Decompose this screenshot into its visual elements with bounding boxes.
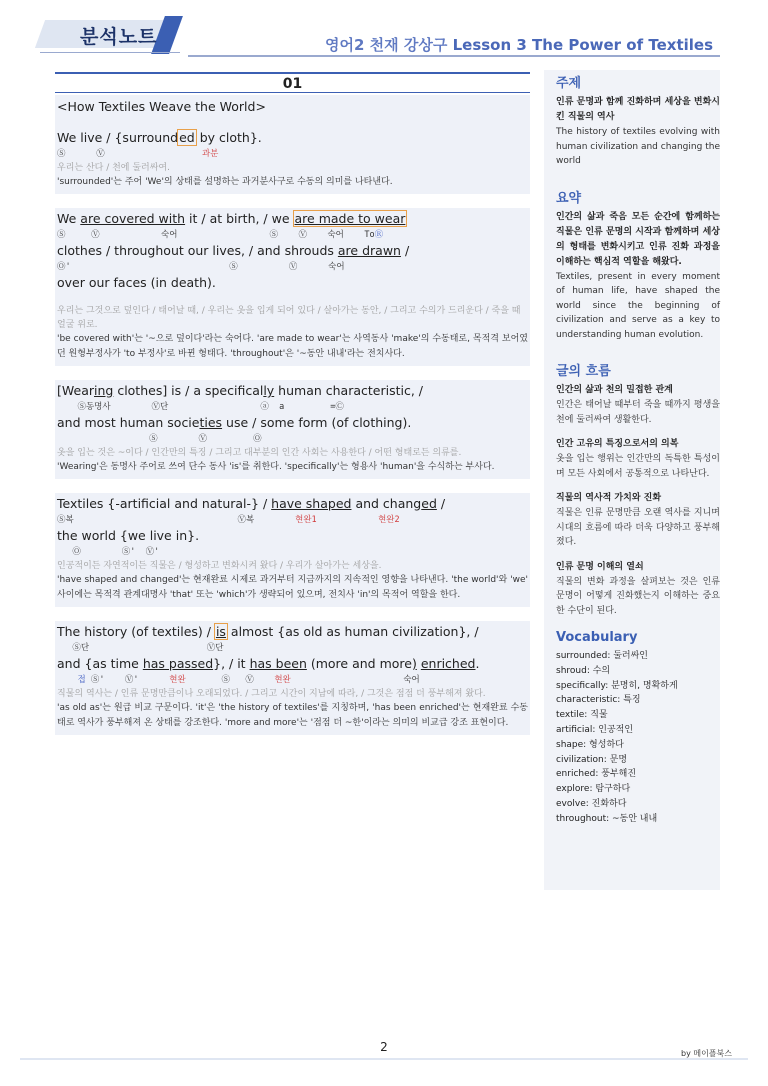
vocab-item: shroud: 수의 xyxy=(556,665,611,676)
sentence-2c: over our faces (in death). xyxy=(57,275,216,290)
flow-4-title: 인류 문명 이해의 열쇠 xyxy=(556,561,644,572)
vocab-item: explore: 탐구하다 xyxy=(556,784,631,795)
paragraph-1-explanation: 'surrounded'는 주어 'We'의 상태를 설명하는 과거분사구로 수동의 의미를 나타낸다. xyxy=(57,177,393,187)
paragraph-2-translation: 우리는 그것으로 덮인다 / 태어날 때, / 우리는 옷을 입게 되어 있다 / 살아가는 동안, / 그리고 수의가 드리운다 / 죽을 때 얼굴 위로. xyxy=(57,306,521,330)
theme-en: The history of textiles evolving with human civilization and changing the world xyxy=(556,127,720,166)
paragraph-1-translation: 우리는 산다 / 천에 둘러싸여. xyxy=(57,163,170,173)
vocab-item: artificial: 인공적인 xyxy=(556,724,634,735)
summary-en: Textiles, present in every moment of human life, have shaped the world since the beginning of civilization and serve as a key to understanding human evolution. xyxy=(556,271,720,340)
paragraph-5-explanation: 'as old as'는 원급 비교 구문이다. 'it'은 'the history of textiles'를 지칭하며, 'has been enriched'는 현재완료 수동태로 역사가 풍부해져 온 상태를 강조한다. 'more and more'는 '점점 더 ~한'이라는 의미의 비교급 강조 표현이다. xyxy=(57,703,528,728)
header-rule xyxy=(188,55,720,57)
paragraph-4-explanation: 'have shaped and changed'는 현재완료 시제로 과거부터 지금까지의 지속적인 영향을 나타낸다. 'the world'와 'we' 사이에는 목적격 관계대명사 'that' 또는 'which'가 생략되어 있으며, 전치사 'in'의 목적어 역할을 한다. xyxy=(57,575,528,600)
summary-kr: 인간의 삶과 죽음 모든 순간에 함께하는 직물은 인류 문명의 시작과 함께하며 세상의 형태를 변화시키고 인류 진화 과정을 이해하는 핵심적 역할을 해왔다. xyxy=(556,211,720,267)
section-number: 01 xyxy=(55,72,530,92)
sentence-4b: the world {we live in}. xyxy=(57,528,200,543)
sentence-4a: Textiles {-artificial and natural-} / have shaped and changed / xyxy=(57,496,446,511)
paragraph-3 xyxy=(55,380,530,479)
sentence-3b-labels: Ⓢ Ⓥ Ⓞ xyxy=(57,434,262,444)
sentence-5a: The history (of textiles) / is almost {as old as human civilization}, / xyxy=(57,624,479,639)
paragraph-2-explanation: 'be covered with'는 '~으로 덮이다'라는 숙어다. 'are made to wear'는 사역동사 'make'의 수동태로, 목적격 보어였던 원형부정사가 'to 부정사'로 바뀐 형태다. 'throughout'은 '~동안 내내'라는 전치사다. xyxy=(57,334,528,359)
sentence-5b-labels: 접 Ⓢ' Ⓥ' 현완 Ⓢ Ⓥ 현완 숙어 xyxy=(77,675,420,685)
paragraph-2 xyxy=(55,208,530,366)
paragraph-3-translation: 옷을 입는 것은 ~이다 / 인간만의 특징 / 그리고 대부분의 인간 사회는 사용한다 / 어떤 형태로든 의류를. xyxy=(57,448,462,458)
sentence-5a-labels: Ⓢ단 Ⓥ단 xyxy=(57,643,224,653)
sentence-3a: [Wearing clothes] is / a specifically human characteristic, / xyxy=(57,383,424,398)
paragraph-4 xyxy=(55,493,530,607)
header-rule-left xyxy=(40,52,180,53)
paragraph-5-translation: 직물의 역사는 / 인류 문명만큼이나 오래되었다. / 그리고 시간이 지남에 따라, / 그것은 점점 더 풍부해져 왔다. xyxy=(57,689,486,699)
vocab-item: textile: 직물 xyxy=(556,710,608,721)
header-tab-label: 분석노트 xyxy=(80,26,158,48)
paragraph-3-explanation: 'Wearing'은 동명사 주어로 쓰여 단수 동사 'is'를 취한다. 'specifically'는 형용사 'human'을 수식하는 부사다. xyxy=(57,462,495,472)
vocab-item: civilization: 문명 xyxy=(556,754,628,765)
theme-kr: 인류 문명과 함께 진화하며 세상을 변화시킨 직물의 역사 xyxy=(556,97,720,122)
vocab-item: specifically: 분명히, 명확하게 xyxy=(556,680,678,691)
sentence-2a-labels: Ⓢ Ⓥ 숙어 Ⓢ Ⓥ 숙어 ToⓇ xyxy=(57,230,384,240)
flow-4-text: 직물의 변화 과정을 살펴보는 것은 인류 문명이 어떻게 진화했는지 이해하는 중요한 수단이 된다. xyxy=(556,576,720,616)
sentence-2b: clothes / throughout our lives, / and shrouds are drawn / xyxy=(57,243,410,258)
flow-heading: 글의 흐름 xyxy=(556,364,611,379)
flow-1-text: 인간은 태어날 때부터 죽을 때까지 평생을 천에 둘러싸여 생활한다. xyxy=(556,400,720,425)
vocab-item: enriched: 풍부해진 xyxy=(556,769,637,780)
paragraph-1 xyxy=(55,95,530,194)
vocab-item: shape: 형성하다 xyxy=(556,739,624,750)
sentence-2b-labels: Ⓞ' Ⓢ Ⓥ 숙어 xyxy=(57,262,345,272)
vocab-item: evolve: 진화하다 xyxy=(556,798,627,809)
vocab-heading: Vocabulary xyxy=(556,630,638,645)
publisher-brand: by 메이플북스 xyxy=(681,1049,732,1058)
theme-heading: 주제 xyxy=(556,76,582,91)
sentence-4b-labels: Ⓞ Ⓢ' Ⓥ' xyxy=(57,547,160,557)
sentence-5b: and {as time has passed}, / it has been (more and more) enriched. xyxy=(57,656,480,671)
sentence-3b: and most human societies use / some form (of clothing). xyxy=(57,415,412,430)
paragraph-5 xyxy=(55,621,530,735)
flow-1-title: 인간의 삶과 천의 밀접한 관계 xyxy=(556,385,673,395)
section-rule xyxy=(55,92,530,93)
flow-3-title: 직물의 역사적 가치와 진화 xyxy=(556,493,662,503)
flow-2-title: 인간 고유의 특징으로서의 의복 xyxy=(556,439,679,449)
sentence-3a-labels: Ⓢ동명사 Ⓥ단 ⓐ a =Ⓒ xyxy=(57,402,344,412)
vocab-item: throughout: ~동안 내내 xyxy=(556,813,658,824)
header-title-kr: 영어2 천재 강상구 xyxy=(325,36,448,54)
flow-3-text: 직물은 인류 문명만큼 오랜 역사를 지니며 시대의 흐름에 따라 더욱 다양하고 풍부해졌다. xyxy=(556,508,720,547)
sentence-4a-labels: Ⓢ복 Ⓥ복 현완1 현완2 xyxy=(57,515,400,525)
sentence-1-labels: Ⓢ Ⓥ 과분 xyxy=(57,149,219,159)
page-number: 2 xyxy=(380,1040,388,1054)
paragraph-4-translation: 인공적이든 자연적이든 직물은 / 형성하고 변화시켜 왔다 / 우리가 살아가는 세상을. xyxy=(57,561,382,571)
header-title-en: Lesson 3 The Power of Textiles xyxy=(452,36,713,54)
sidebar-panel xyxy=(544,70,720,890)
vocab-item: characteristic: 특징 xyxy=(556,695,641,706)
sentence-2a: We are covered with it / at birth, / we are made to wear xyxy=(57,211,406,226)
flow-2-text: 옷을 입는 행위는 인간만의 독특한 특성이며 모든 사회에서 공통적으로 나타난다. xyxy=(556,454,720,479)
summary-heading: 요약 xyxy=(556,190,582,206)
passage-title: <How Textiles Weave the World> xyxy=(57,99,266,114)
vocab-item: surrounded: 둘러싸인 xyxy=(556,651,648,661)
footer-rule xyxy=(20,1058,748,1060)
sentence-1: We live / {surrounded by cloth}. xyxy=(57,130,262,145)
header-title xyxy=(325,34,713,55)
analysis-column xyxy=(55,72,530,735)
header-tab xyxy=(40,16,190,52)
